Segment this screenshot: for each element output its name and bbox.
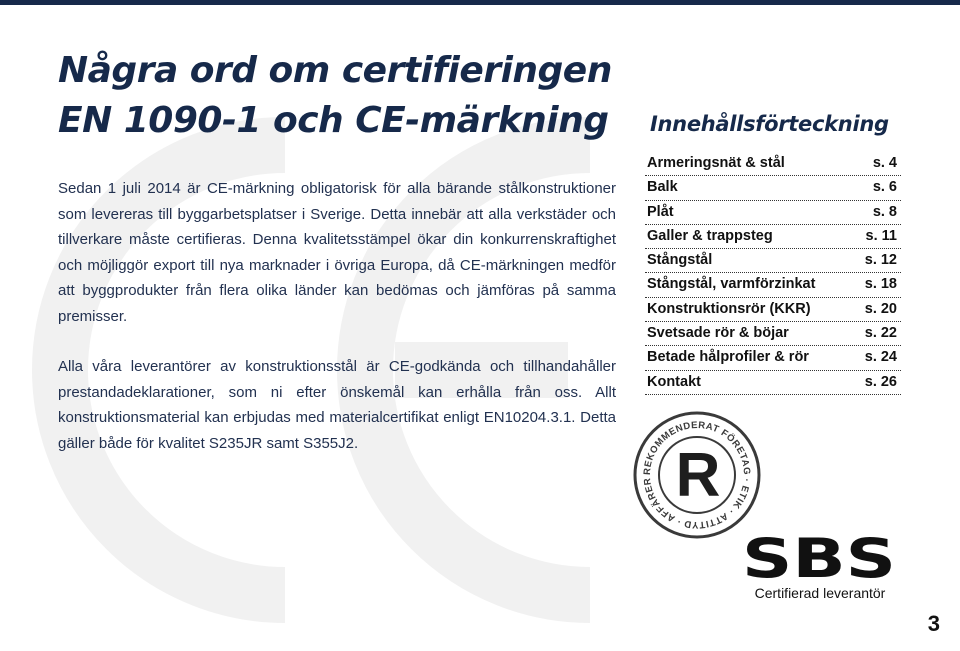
table-of-contents [645, 152, 901, 395]
toc-item-page: s. 4 [872, 155, 897, 171]
toc-item-page: s. 22 [864, 325, 897, 342]
toc-item-label: Armeringsnät & stål [647, 155, 785, 171]
toc-item-stangstal-varmforzinkat[interactable] [645, 273, 901, 297]
seal-text: REKOMMENDERAT FÖRETAG · ETIK · ATTITYD · AFFÄRER [641, 419, 753, 531]
toc-item-page: s. 6 [872, 179, 897, 196]
toc-item-page: s. 12 [864, 252, 897, 269]
body-text [58, 176, 616, 456]
page-number: 3 [927, 611, 940, 636]
toc-item-stangstal[interactable] [645, 249, 901, 273]
headline-line-1: Några ord om certifieringen [58, 50, 612, 91]
page-headline [58, 46, 618, 146]
toc-item-label: Stångstål [647, 252, 713, 269]
sbs-logo [740, 532, 898, 582]
toc-item-label: Svetsade rör & böjar [647, 325, 789, 342]
toc-item-label: Stångstål, varmförzinkat [647, 276, 816, 293]
toc-item-page: s. 20 [864, 300, 897, 317]
toc-item-page: s. 8 [872, 203, 897, 220]
toc-item-galler[interactable] [645, 225, 901, 249]
toc-item-label: Galler & trappsteg [647, 227, 773, 244]
toc-item-balk[interactable] [645, 176, 901, 200]
toc-item-label: Betade hålprofiler & rör [647, 349, 809, 366]
paragraph-1: Sedan 1 juli 2014 är CE-märkning obligatorisk för alla bärande stålkonstruktioner som levereras till byggarbetsplatser i Sverige. Detta innebär att alla verkstäder och tillverkare måste certifieras. Denna kvalitetsstämpel ökar din konkurrenskraftighet och möjliggör export till nya marknader i övriga Europa, då CE-märkningen medför att byggprodukter från flera olika länder kan bedömas och jämföras på samma premisser. [58, 180, 616, 325]
sbs-caption: Certifierad leverantör [754, 585, 886, 601]
toc-item-betade-halprofiler[interactable] [645, 346, 901, 370]
recommended-company-seal-icon [632, 410, 762, 540]
toc-item-label: Plåt [647, 203, 674, 220]
seal-letter: R [675, 441, 721, 510]
sbs-wordmark: SBS [742, 532, 896, 582]
toc-item-label: Balk [647, 179, 678, 196]
headline-line-2: EN 1090-1 och CE-märkning [58, 100, 609, 141]
toc-item-page: s. 26 [864, 373, 897, 390]
top-bar [0, 0, 960, 5]
toc-item-svetsade-ror[interactable] [645, 322, 901, 346]
toc-item-label: Konstruktionsrör (KKR) [647, 300, 811, 317]
toc-title: Innehållsförteckning [650, 112, 889, 136]
toc-item-armeringsnat[interactable] [645, 152, 901, 176]
paragraph-2: Alla våra leverantörer av konstruktionsstål är CE-godkända och tillhandahåller prestandadeklarationer, som ni efter önskemål kan erhålla från oss. Allt konstruktionsmaterial kan erbjudas med materialcertifikat enligt EN10204.3.1. Detta gäller både för kvalitet S235JR samt S355J2. [58, 358, 616, 452]
toc-item-kontakt[interactable] [645, 371, 901, 395]
toc-item-page: s. 18 [864, 276, 897, 293]
toc-item-page: s. 24 [864, 349, 897, 366]
toc-item-page: s. 11 [865, 227, 897, 244]
toc-item-plat[interactable] [645, 201, 901, 225]
toc-item-label: Kontakt [647, 373, 701, 390]
toc-item-konstruktionsror[interactable] [645, 298, 901, 322]
